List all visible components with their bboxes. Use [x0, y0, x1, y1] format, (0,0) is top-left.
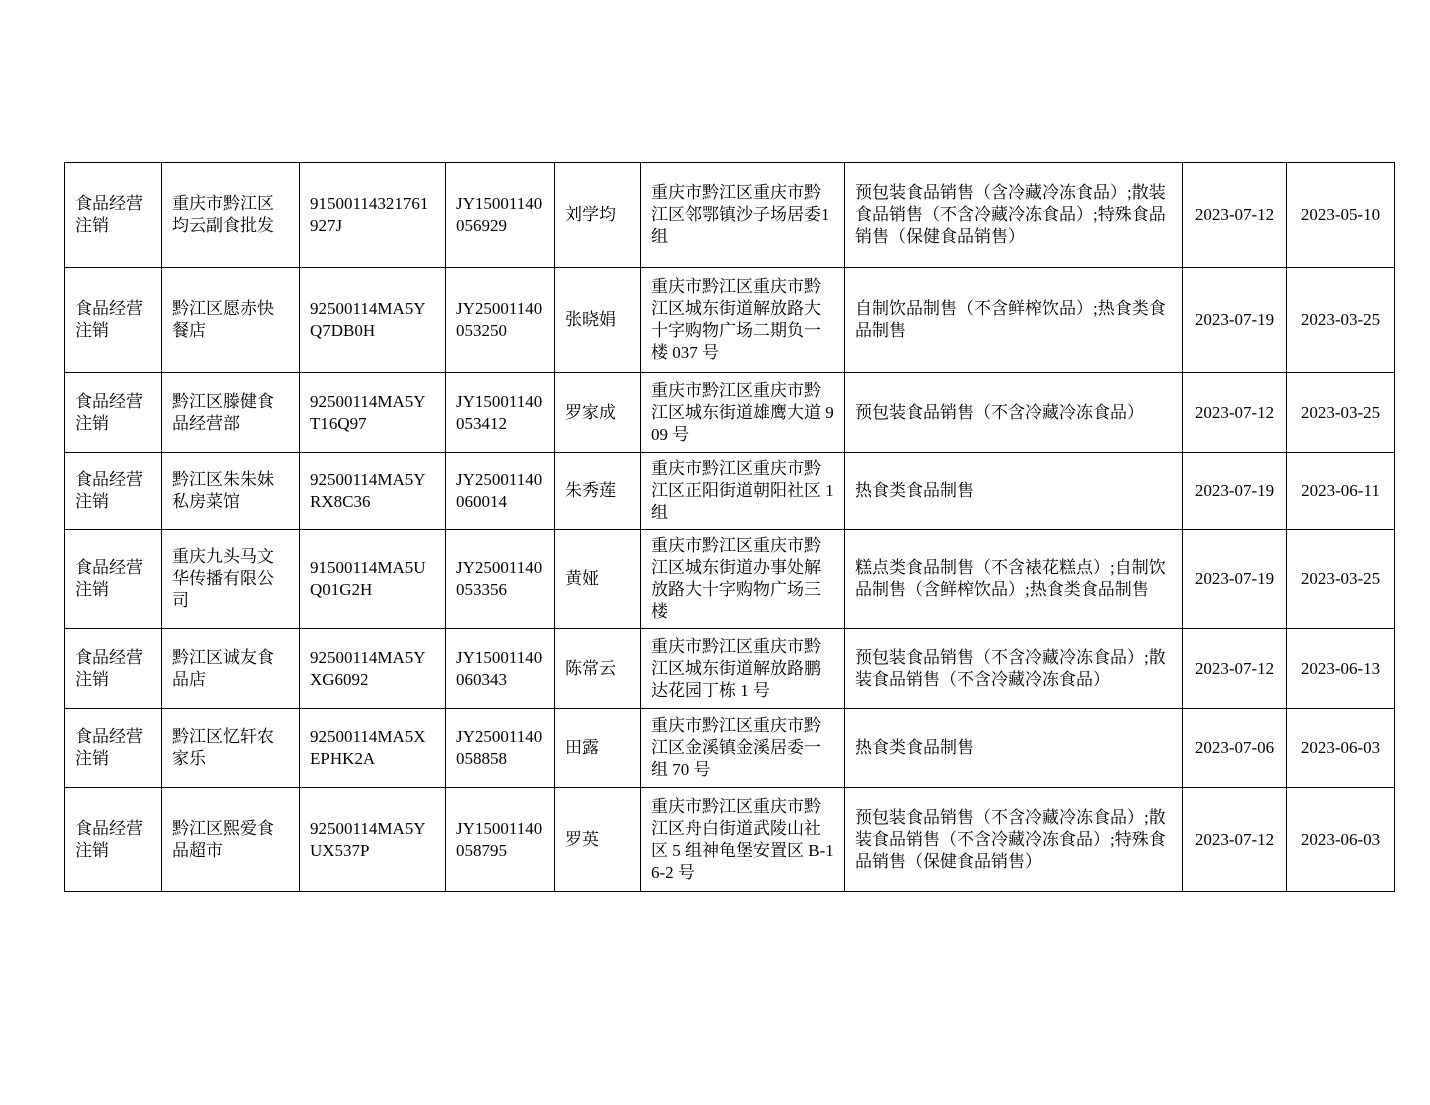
- cell-license-no: JY15001140053412: [446, 373, 555, 453]
- cell-credit-code: 91500114321761927J: [300, 163, 446, 268]
- cell-date-apply: 2023-03-25: [1287, 530, 1395, 629]
- cell-license-no: JY25001140053356: [446, 530, 555, 629]
- cell-scope: 预包装食品销售（不含冷藏冷冻食品）: [845, 373, 1183, 453]
- cell-credit-code: 92500114MA5YQ7DB0H: [300, 268, 446, 373]
- cell-person: 黄娅: [555, 530, 641, 629]
- cell-date-cancel: 2023-07-12: [1183, 163, 1287, 268]
- cell-person: 陈常云: [555, 629, 641, 709]
- cell-license-no: JY15001140058795: [446, 788, 555, 892]
- cell-credit-code: 92500114MA5YXG6092: [300, 629, 446, 709]
- cell-name: 重庆市黔江区均云副食批发: [162, 163, 300, 268]
- cell-scope: 热食类食品制售: [845, 709, 1183, 788]
- cell-scope: 预包装食品销售（不含冷藏冷冻食品）;散装食品销售（不含冷藏冷冻食品）;特殊食品销售（保健食品销售）: [845, 788, 1183, 892]
- cell-name: 黔江区忆轩农家乐: [162, 709, 300, 788]
- table-row: [65, 268, 1395, 373]
- cell-person: 朱秀莲: [555, 453, 641, 530]
- cell-name: 重庆九头马文华传播有限公司: [162, 530, 300, 629]
- cell-date-cancel: 2023-07-12: [1183, 629, 1287, 709]
- cell-address: 重庆市黔江区重庆市黔江区城东街道解放路鹏达花园丁栋 1 号: [641, 629, 845, 709]
- cell-name: 黔江区诚友食品店: [162, 629, 300, 709]
- cell-date-apply: 2023-03-25: [1287, 268, 1395, 373]
- cell-credit-code: 92500114MA5YRX8C36: [300, 453, 446, 530]
- cell-license-no: JY25001140053250: [446, 268, 555, 373]
- table-row: [65, 788, 1395, 892]
- table-row: [65, 629, 1395, 709]
- cell-credit-code: 92500114MA5YT16Q97: [300, 373, 446, 453]
- cell-type: 食品经营注销: [65, 629, 162, 709]
- cell-license-no: JY15001140060343: [446, 629, 555, 709]
- cell-person: 罗英: [555, 788, 641, 892]
- cell-type: 食品经营注销: [65, 788, 162, 892]
- cell-date-cancel: 2023-07-19: [1183, 530, 1287, 629]
- cell-type: 食品经营注销: [65, 709, 162, 788]
- cell-credit-code: 92500114MA5YUX537P: [300, 788, 446, 892]
- cell-address: 重庆市黔江区重庆市黔江区舟白街道武陵山社区 5 组神龟堡安置区 B-16-2 号: [641, 788, 845, 892]
- cell-person: 张晓娟: [555, 268, 641, 373]
- cell-address: 重庆市黔江区重庆市黔江区正阳街道朝阳社区 1 组: [641, 453, 845, 530]
- cell-name: 黔江区朱朱妹私房菜馆: [162, 453, 300, 530]
- cell-type: 食品经营注销: [65, 530, 162, 629]
- cell-scope: 预包装食品销售（含冷藏冷冻食品）;散装食品销售（不含冷藏冷冻食品）;特殊食品销售（保健食品销售）: [845, 163, 1183, 268]
- cell-date-cancel: 2023-07-19: [1183, 268, 1287, 373]
- cell-name: 黔江区滕健食品经营部: [162, 373, 300, 453]
- cell-address: 重庆市黔江区重庆市黔江区金溪镇金溪居委一组 70 号: [641, 709, 845, 788]
- table-row: [65, 530, 1395, 629]
- food-license-cancellation-table: [64, 162, 1395, 892]
- cell-date-apply: 2023-06-03: [1287, 709, 1395, 788]
- cell-scope: 热食类食品制售: [845, 453, 1183, 530]
- cell-date-cancel: 2023-07-06: [1183, 709, 1287, 788]
- table-row: [65, 373, 1395, 453]
- table-row: [65, 709, 1395, 788]
- cell-type: 食品经营注销: [65, 453, 162, 530]
- cell-person: 田露: [555, 709, 641, 788]
- cell-type: 食品经营注销: [65, 163, 162, 268]
- cell-date-apply: 2023-06-13: [1287, 629, 1395, 709]
- cell-credit-code: 91500114MA5UQ01G2H: [300, 530, 446, 629]
- cell-date-apply: 2023-06-03: [1287, 788, 1395, 892]
- cell-credit-code: 92500114MA5XEPHK2A: [300, 709, 446, 788]
- cell-date-apply: 2023-05-10: [1287, 163, 1395, 268]
- cell-license-no: JY15001140056929: [446, 163, 555, 268]
- cell-type: 食品经营注销: [65, 268, 162, 373]
- cell-address: 重庆市黔江区重庆市黔江区城东街道解放路大十字购物广场二期负一楼 037 号: [641, 268, 845, 373]
- cell-license-no: JY25001140060014: [446, 453, 555, 530]
- cell-type: 食品经营注销: [65, 373, 162, 453]
- cell-address: 重庆市黔江区重庆市黔江区邻鄂镇沙子场居委1组: [641, 163, 845, 268]
- cell-address: 重庆市黔江区重庆市黔江区城东街道办事处解放路大十字购物广场三楼: [641, 530, 845, 629]
- cell-scope: 预包装食品销售（不含冷藏冷冻食品）;散装食品销售（不含冷藏冷冻食品）: [845, 629, 1183, 709]
- table-row: [65, 163, 1395, 268]
- cell-scope: 自制饮品制售（不含鲜榨饮品）;热食类食品制售: [845, 268, 1183, 373]
- cell-date-apply: 2023-03-25: [1287, 373, 1395, 453]
- cell-date-cancel: 2023-07-19: [1183, 453, 1287, 530]
- cell-scope: 糕点类食品制售（不含裱花糕点）;自制饮品制售（含鲜榨饮品）;热食类食品制售: [845, 530, 1183, 629]
- cell-address: 重庆市黔江区重庆市黔江区城东街道雄鹰大道 909 号: [641, 373, 845, 453]
- cell-license-no: JY25001140058858: [446, 709, 555, 788]
- cell-person: 刘学均: [555, 163, 641, 268]
- cell-name: 黔江区愿赤快餐店: [162, 268, 300, 373]
- cell-date-apply: 2023-06-11: [1287, 453, 1395, 530]
- cell-date-cancel: 2023-07-12: [1183, 373, 1287, 453]
- table-row: [65, 453, 1395, 530]
- cell-person: 罗家成: [555, 373, 641, 453]
- cell-date-cancel: 2023-07-12: [1183, 788, 1287, 892]
- cell-name: 黔江区熙爱食品超市: [162, 788, 300, 892]
